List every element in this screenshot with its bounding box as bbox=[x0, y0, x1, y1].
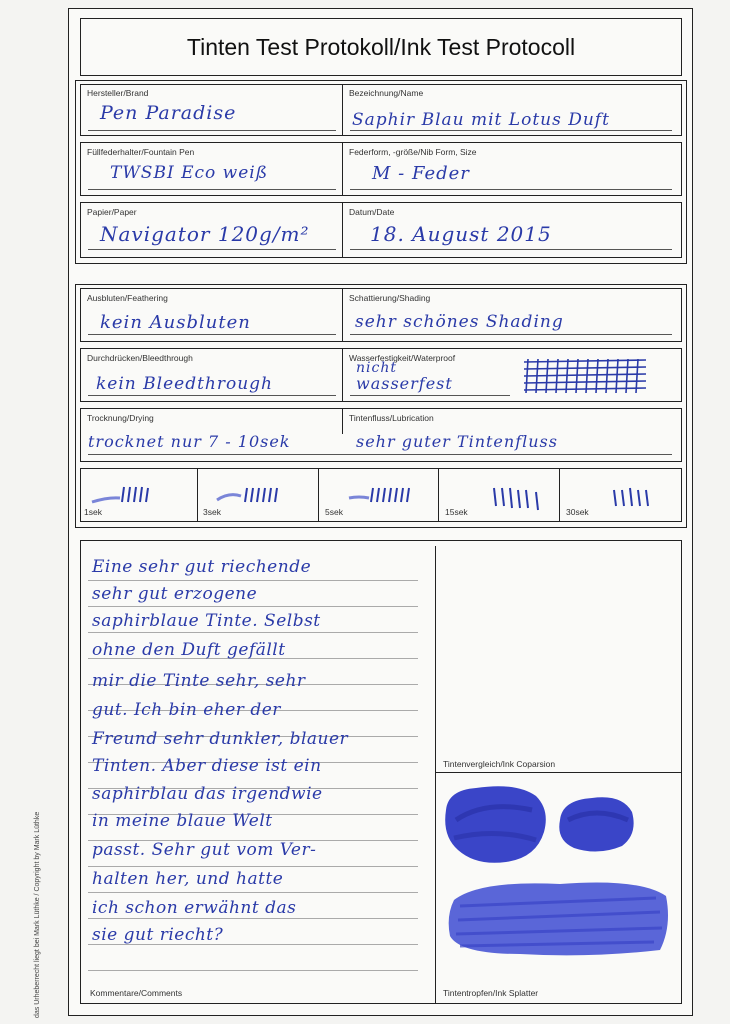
drying-time-4: 15sek bbox=[445, 507, 468, 517]
comment-line-2: sehr gut erzogene bbox=[92, 584, 258, 604]
comment-line-4: ohne den Duft gefällt bbox=[92, 640, 286, 660]
drying-time-2: 3sek bbox=[203, 507, 221, 517]
drying-strokes-5 bbox=[610, 482, 660, 512]
waterproof-hatch-sample bbox=[520, 356, 652, 396]
paper-label: Papier/Paper bbox=[87, 207, 137, 217]
feathering-value: kein Ausbluten bbox=[100, 312, 251, 333]
splatter-label: Tintentropfen/Ink Splatter bbox=[443, 988, 539, 998]
comments-label: Kommentare/Comments bbox=[90, 988, 183, 998]
ink-swatch-small bbox=[552, 790, 642, 860]
comment-line-11: passt. Sehr gut vom Ver- bbox=[92, 840, 317, 860]
shading-value: sehr schönes Shading bbox=[355, 312, 564, 332]
drying-time-5: 30sek bbox=[566, 507, 589, 517]
brand-value: Pen Paradise bbox=[100, 102, 237, 124]
bleed-value: kein Bleedthrough bbox=[96, 374, 274, 394]
date-value: 18. August 2015 bbox=[370, 222, 552, 246]
comment-line-5: mir die Tinte sehr, sehr bbox=[92, 671, 306, 691]
brand-label: Hersteller/Brand bbox=[87, 88, 149, 98]
waterproof-label: Wasserfestigkeit/Waterproof bbox=[349, 353, 456, 363]
drying-smear-1 bbox=[90, 482, 160, 508]
drying-time-3: 5sek bbox=[325, 507, 343, 517]
name-label: Bezeichnung/Name bbox=[349, 88, 424, 98]
page-title: Tinten Test Protokoll/Ink Test Protocoll bbox=[186, 34, 576, 60]
nib-value: M - Feder bbox=[372, 163, 470, 184]
nib-label: Federform, -größe/Nib Form, Size bbox=[349, 147, 477, 157]
lubrication-label: Tintenfluss/Lubrication bbox=[349, 413, 434, 423]
waterproof-value-2: wasserfest bbox=[356, 374, 453, 393]
date-label: Datum/Date bbox=[349, 207, 395, 217]
comment-line-1: Eine sehr gut riechende bbox=[92, 557, 312, 577]
drying-smear-3 bbox=[345, 482, 420, 508]
shading-label: Schattierung/Shading bbox=[349, 293, 431, 303]
pen-label: Füllfederhalter/Fountain Pen bbox=[87, 147, 195, 157]
drying-value: trocknet nur 7 - 10sek bbox=[88, 432, 291, 451]
waterproof-value-1: nicht bbox=[356, 360, 397, 376]
pen-value: TWSBI Eco weiß bbox=[110, 163, 269, 183]
comment-line-3: saphirblaue Tinte. Selbst bbox=[92, 611, 321, 631]
ink-swatch-large bbox=[436, 780, 556, 870]
bleed-label: Durchdrücken/Bleedthrough bbox=[87, 353, 193, 363]
comment-line-14: sie gut riecht? bbox=[92, 925, 224, 945]
name-value: Saphir Blau mit Lotus Duft bbox=[352, 110, 610, 130]
ink-splatter-swatch bbox=[440, 870, 672, 960]
comment-line-6: gut. Ich bin eher der bbox=[92, 700, 281, 720]
drying-time-1: 1sek bbox=[84, 507, 102, 517]
drying-smear-2 bbox=[205, 482, 285, 508]
comment-line-12: halten her, und hatte bbox=[92, 869, 284, 889]
copyright-note: das Urheberrecht liegt bei Mark Lüthke / Copyright by Mark Lüthke bbox=[34, 811, 41, 1018]
comparison-label: Tintenvergleich/Ink Coparsion bbox=[443, 759, 556, 769]
drying-label: Trocknung/Drying bbox=[87, 413, 154, 423]
feathering-label: Ausbluten/Feathering bbox=[87, 293, 168, 303]
paper-value: Navigator 120g/m² bbox=[100, 222, 310, 246]
lubrication-value: sehr guter Tintenfluss bbox=[356, 432, 558, 451]
comment-line-10: in meine blaue Welt bbox=[92, 811, 273, 831]
drying-strokes-4 bbox=[490, 482, 550, 512]
comment-line-8: Tinten. Aber diese ist ein bbox=[92, 756, 322, 776]
comment-line-13: ich schon erwähnt das bbox=[92, 898, 297, 918]
comment-line-9: saphirblau das irgendwie bbox=[92, 784, 323, 804]
comment-line-7: Freund sehr dunkler, blauer bbox=[92, 729, 349, 749]
